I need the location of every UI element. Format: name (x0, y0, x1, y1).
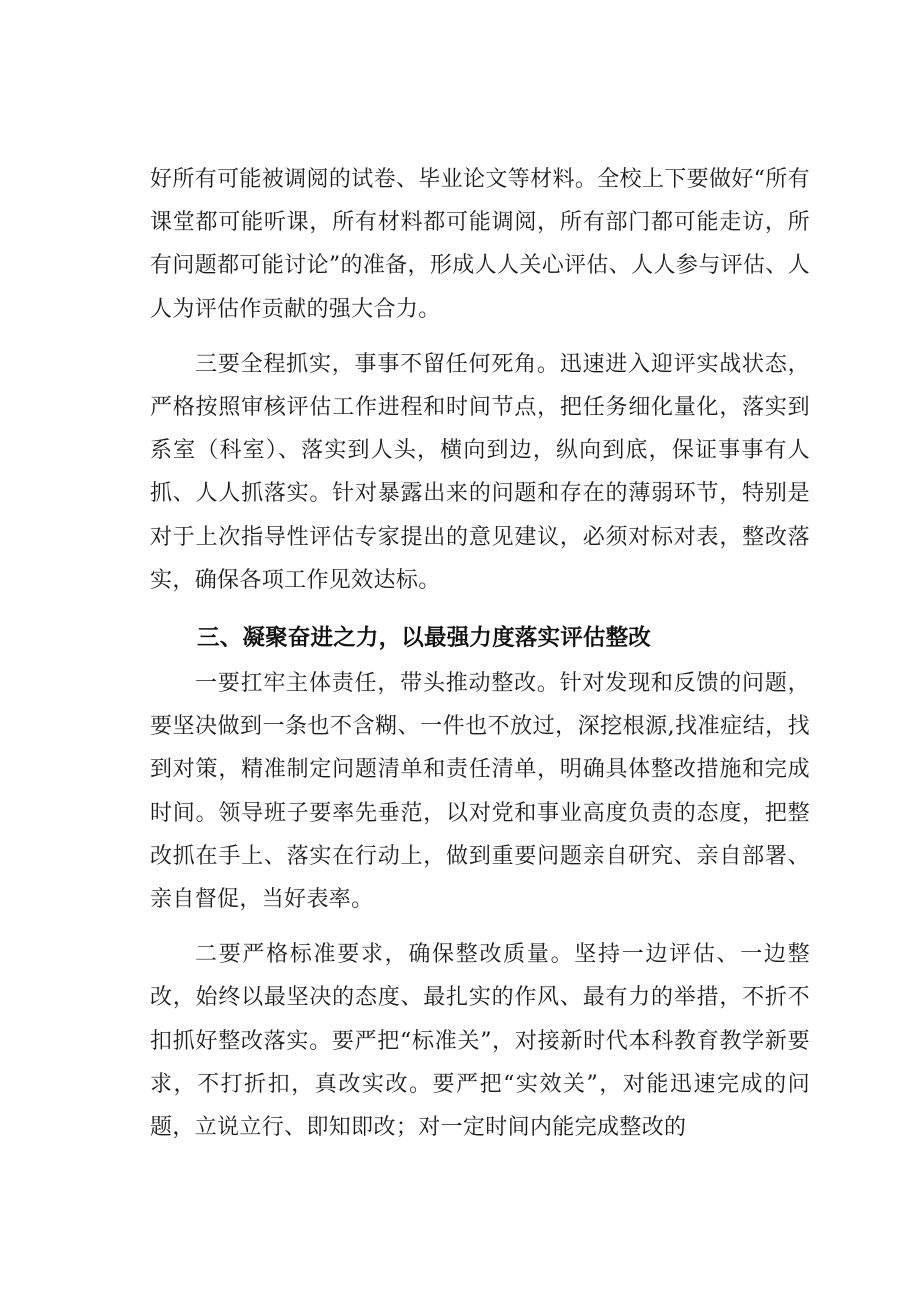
section-heading: 三、凝聚奋进之力，以最强力度落实评估整改 (197, 625, 652, 652)
paragraph-continued: 好所有可能被调阅的试卷、毕业论文等材料。全校上下要做好“所有课堂都可能听课，所有材料都可能调阅，所有部门都可能走访，所有问题都可能讨论”的准备，形成人人关心评估、人人参与评估、人人为评估作贡献的强大合力。 (150, 167, 810, 322)
paragraph-first-requirement: 一要扛牢主体责任，带头推动整改。针对发现和反馈的问题，要坚决做到一条也不含糊、一件也不放过，深挖根源,找准症结，找到对策，精准制定问题清单和责任清单，明确具体整改措施和完成时间。领导班子要率先垂范，以对党和事业高度负责的态度，把整改抓在手上、落实在行动上，做到重要问题亲自研究、亲自部署、亲自督促，当好表率。 (150, 671, 810, 913)
paragraph-second-requirement: 二要严格标准要求，确保整改质量。坚持一边评估、一边整改，始终以最坚决的态度、最扎实的作风、最有力的举措，不折不扣抓好整改落实。要严把“标准关”，对接新时代本科教育教学新要求，不打折扣，真改实改。要严把“实效关”，对能迅速完成的问题，立说立行、即知即改；对一定时间内能完成整改的 (150, 942, 810, 1141)
paragraph-three-requirements: 三要全程抓实，事事不留任何死角。迅速进入迎评实战状态，严格按照审核评估工作进程和时间节点，把任务细化量化，落实到系室（科室）、落实到人头，横向到边，纵向到底，保证事事有人抓、人人抓落实。针对暴露出来的问题和存在的薄弱环节，特别是对于上次指导性评估专家提出的意见建议，必须对标对表，整改落实，确保各项工作见效达标。 (150, 351, 810, 593)
document-body (150, 158, 810, 1161)
